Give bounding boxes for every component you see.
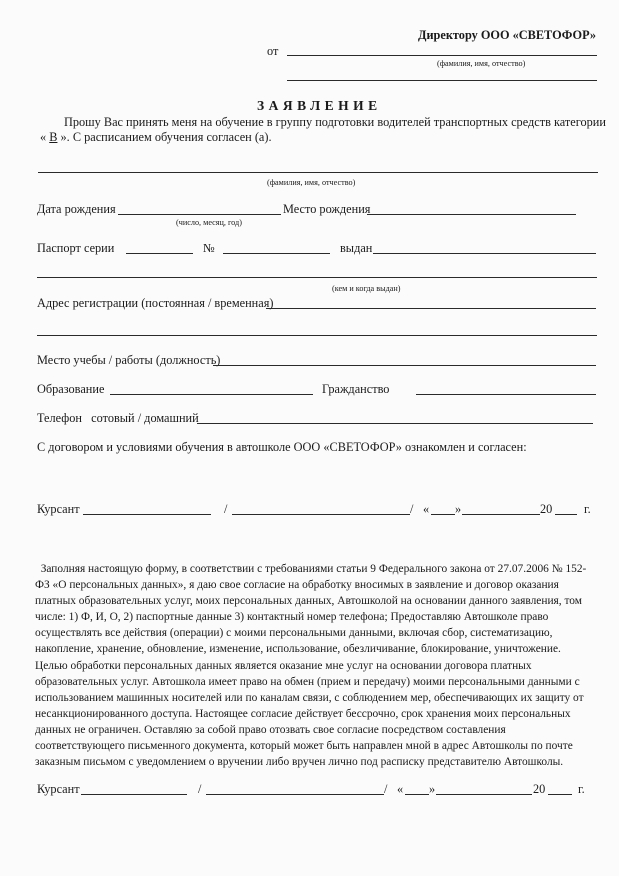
slash-1b: / [410,502,414,516]
agreement-text: С договором и условиями обучения в автошколе ООО «СВЕТОФОР» ознакомлен и согласен: [37,440,527,454]
consent-line: заказным письмом с уведомлением о вручении либо вручен лично под расписку представителю Автошколы. [35,756,564,769]
consent-text [35,561,595,770]
birth-date-field[interactable] [118,214,281,215]
address-field[interactable] [266,308,596,309]
consent-line: несанкционированного доступа. Настоящее согласие действует бессрочно, срок хранения моих персональных [35,707,571,720]
education-label: Образование [37,382,105,396]
cadet-name-field-1[interactable] [232,514,410,515]
from-label: от [267,44,279,58]
birth-place-label: Место рождения [283,202,371,216]
cadet-name-field-2[interactable] [206,794,384,795]
birth-date-caption: (число, месяц, год) [176,218,242,227]
year-field-1[interactable] [555,514,577,515]
cadet-signature-field-1[interactable] [83,514,211,515]
applicant-fio-caption: (фамилия, имя, отчество) [267,178,356,187]
birth-place-field[interactable] [367,214,576,215]
phone-field[interactable] [197,423,593,424]
consent-line: Заполняя настоящую форму, в соответствии с требованиями статьи 9 Федерального закона от 27.07.2006 № 152- [35,563,587,575]
passport-series-field[interactable] [126,253,193,254]
consent-line: образовательных услуг. Автошкола имеет право на обмен (прием и передачу) моими персональными данными с [35,675,580,688]
day-field-2[interactable] [405,794,429,795]
cadet-signature-field-2[interactable] [81,794,187,795]
education-field[interactable] [110,394,313,395]
category-value: В [49,130,58,144]
date-close-1: » [455,502,462,516]
issued-caption: (кем и когда выдан) [332,284,401,293]
month-field-2[interactable] [436,794,532,795]
phone-label: Телефон сотовый / домашний [37,411,199,425]
request-line-1: Прошу Вас принять меня на обучение в группу подготовки водителей транспортных средств категории [64,115,606,129]
from-fio-caption: (фамилия, имя, отчество) [437,59,526,68]
slash-2b: / [384,782,388,796]
date-open-2: « [397,782,404,796]
day-field-1[interactable] [431,514,455,515]
from-name-field-2[interactable] [287,80,597,81]
cadet-label-2: Курсант [37,782,80,796]
applicant-name-field[interactable] [38,172,598,173]
consent-line: соответствующего письменного документа, который может быть направлен мной в адрес Автошколы по почте [35,740,573,753]
year-prefix-1: 20 [540,502,553,516]
consent-line: данных не ограничен. Оставляю за собой право отозвать свое согласие посредством составления [35,723,506,736]
birth-date-label: Дата рождения [37,202,116,216]
citizenship-field[interactable] [416,394,596,395]
document-title: ЗАЯВЛЕНИЕ [257,98,382,113]
citizenship-label: Гражданство [322,382,390,396]
consent-line: использованием машинных носителей или по каналам связи, с соблюдением мер, обеспечивающих их защиту от [35,691,584,704]
address-field-2[interactable] [37,335,597,336]
consent-line: числе: 1) Ф, И, О, 2) паспортные данные 3) контактный номер телефона; Предоставляю Автошколе право [35,611,549,624]
work-field[interactable] [213,365,596,366]
date-open-1: « [423,502,430,516]
year-field-2[interactable] [548,794,572,795]
consent-line: Целью обработки персональных данных является оказание мне услуг на основании договора платных [35,659,532,672]
passport-number-label: № [203,241,215,255]
category-open: « [40,130,47,144]
request-line-2-rest: ». С расписанием обучения согласен (а). [60,130,272,144]
passport-number-field[interactable] [223,253,330,254]
month-field-1[interactable] [462,514,540,515]
issued-label: выдан [340,241,373,255]
addressee: Директору ООО «СВЕТОФОР» [418,28,597,42]
slash-1: / [224,502,228,516]
issued-field[interactable] [373,253,596,254]
slash-2: / [198,782,202,796]
year-suffix-2: г. [578,782,585,796]
passport-series-label: Паспорт серии [37,241,115,255]
issued-field-2[interactable] [37,277,597,278]
consent-line: накопление, хранение, обновление, изменение, использование, обезличивание, блокирование, уничтожение. [35,643,561,656]
cadet-label-1: Курсант [37,502,80,516]
from-name-field[interactable] [287,55,597,56]
consent-line: платных образовательных услуг, моих персональных данных, Автошколой на основании данного заявления, том [35,595,582,608]
consent-line: осуществлять все действия (операции) с моими персональными данными, включая сбор, систематизацию, [35,627,553,640]
date-close-2: » [429,782,436,796]
year-prefix-2: 20 [533,782,546,796]
year-suffix-1: г. [584,502,591,516]
consent-line: ФЗ «О персональных данных», я даю свое согласие на обработку вносимых в заявление и договор оказания [35,579,559,592]
address-label: Адрес регистрации (постоянная / временная) [37,296,274,310]
work-label: Место учебы / работы (должность) [37,353,221,367]
request-line-2 [40,130,272,145]
